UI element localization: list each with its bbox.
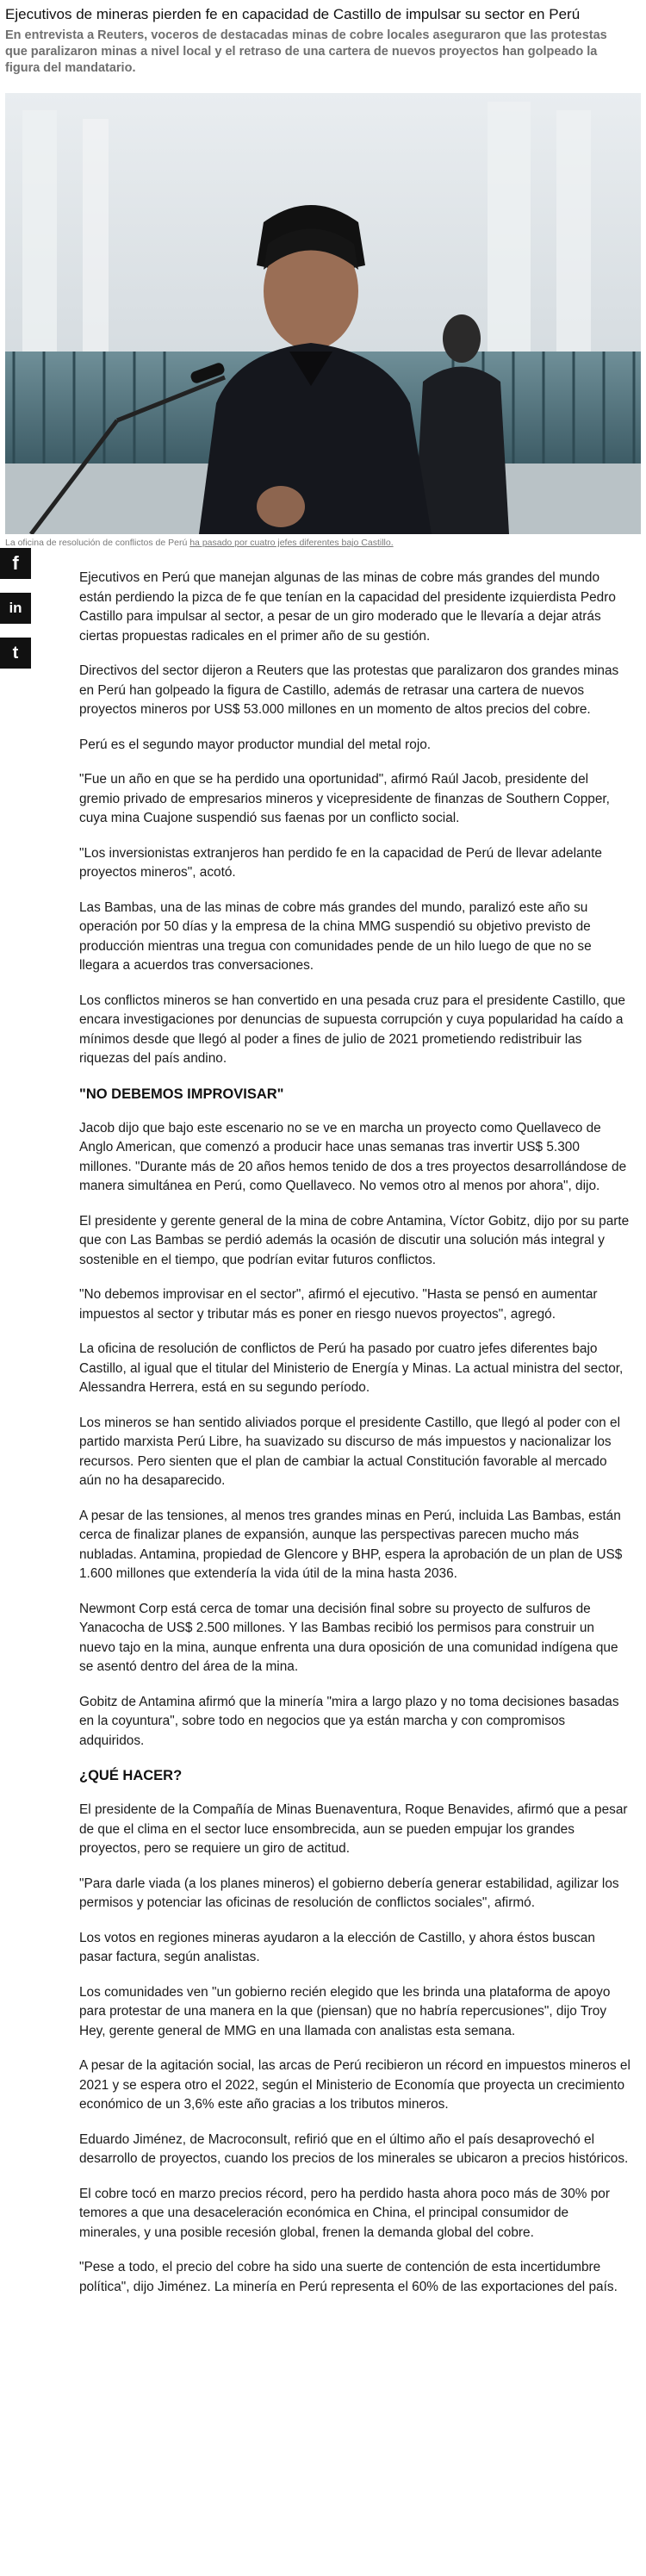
facebook-icon: f [12, 552, 19, 574]
paragraph: El presidente de la Compañía de Minas Buenaventura, Roque Benavides, afirmó que a pesar de que el clima en el sector luce ensombrecida, aun se pueden empujar los grandes proyectos, pero se requiere un giro de actitud. [79, 1802, 628, 1856]
caption-text: La oficina de resolución de conflictos de Perú [5, 538, 190, 548]
paragraph: "Fue un año en que se ha perdido una oportunidad", afirmó Raúl Jacob, presidente del gremio privado de empresarios mineros y vicepresidente de finanzas de Southern Copper, cuya mina Cuajone suspendió sus faenas por un conflicto social. [79, 772, 610, 825]
paragraph: Las Bambas, una de las minas de cobre más grandes del mundo, paralizó este año su operación por 50 días y la empresa de la china MMG suspendió su objetivo previsto de producción mientras una tregua con comunidades pende de un hilo luego de que no se llegara a acuerdos tras conversaciones. [79, 899, 592, 973]
section-heading: ¿QUÉ HACER? [79, 1768, 183, 1783]
paragraph: La oficina de resolución de conflictos de Perú ha pasado por cuatro jefes diferentes bajo Castillo, al igual que el titular del Ministerio de Energía y Minas. La actual ministra del sector, Alessandra Herrera, está en su segundo período. [79, 1341, 624, 1395]
paragraph: A pesar de las tensiones, al menos tres grandes minas en Perú, incluida Las Bambas, están cerca de finalizar planes de expansión, aunque las perspectivas parecen mucho más nubladas. Antamina, propiedad de Glencore y BHP, espera la aprobación de un plan de US$ 1.600 millones que extendería la vida útil de la mina hasta 2036. [79, 1508, 623, 1581]
section-heading: "NO DEBEMOS IMPROVISAR" [79, 1086, 284, 1102]
hero-image [5, 93, 641, 534]
twitter-share-button[interactable] [0, 638, 31, 669]
social-share-bar [0, 548, 33, 682]
paragraph: El cobre tocó en marzo precios récord, pero ha perdido hasta ahora poco más de 30% por temores a que una desaceleración económica en China, el principal consumidor de minerales, y una posible recesión global, frenen la demanda global del cobre. [79, 2186, 610, 2240]
paragraph: "Para darle viada (a los planes mineros) el gobierno debería generar estabilidad, agilizar los permisos y potenciar las oficinas de resolución de conflictos sociales", afirmó. [79, 1876, 619, 1910]
paragraph: "Pese a todo, el precio del cobre ha sido una suerte de contención de esta incertidumbre política", dijo Jiménez. La minería en Perú representa el 60% de las exportaciones del país. [79, 2260, 618, 2294]
article-body [79, 569, 630, 2312]
paragraph: Gobitz de Antamina afirmó que la minería "mira a largo plazo y no toma decisiones basadas en la coyuntura", sobre todo en negocios que ya están marcha y con compromisos adquiridos. [79, 1694, 619, 1748]
paragraph: El presidente y gerente general de la mina de cobre Antamina, Víctor Gobitz, dijo por su parte que con Las Bambas se perdió además la ocasión de discutir una solución más integral y sostenible en el tiempo, que podrían evitar futuros conflictos. [79, 1213, 630, 1267]
paragraph: Los mineros se han sentido aliviados porque el presidente Castillo, que llegó al poder con el partido marxista Perú Libre, ha suavizado su discurso de más impuestos y nacionalizar los recursos. Pero sienten que el plan de cambiar la actual Constitución favorable al mercado aún no ha desaparecido. [79, 1415, 620, 1488]
paragraph: Los comunidades ven "un gobierno recién elegido que les brinda una plataforma de apoyo para protestar de una manera en la que (piensan) que no habría repercusiones", dijo Troy Hey, gerente general de MMG en una llamada con analistas esta semana. [79, 1984, 611, 2038]
paragraph: Directivos del sector dijeron a Reuters que las protestas que paralizaron dos grandes minas en Perú han golpeado la figura de Castillo, además de retrasar una cartera de nuevos proyectos mineros por US$ 53.000 millones en un momento de altos precios del cobre. [79, 663, 619, 717]
paragraph: "Los inversionistas extranjeros han perdido fe en la capacidad de Perú de llevar adelante proyectos mineros", acotó. [79, 845, 602, 880]
linkedin-share-button[interactable] [0, 593, 31, 624]
paragraph: Ejecutivos en Perú que manejan algunas de las minas de cobre más grandes del mundo están perdiendo la pizca de fe que tenían en la capacidad del presidente izquierdista Pedro Castillo para impulsar al sector, a pesar de un giro moderado que le llevaría a dejar atrás ciertas propuestas radicales en el primer año de su gestión. [79, 570, 616, 644]
twitter-icon: t [12, 644, 19, 663]
article-dek: En entrevista a Reuters, voceros de destacadas minas de cobre locales aseguraron que las protestas que paralizaron minas a nivel local y el retraso de una cartera de nuevos proyectos han golpeado la figura del mandatario. [5, 28, 607, 75]
caption-link[interactable]: ha pasado por cuatro jefes diferentes bajo Castillo. [189, 538, 394, 548]
hero-photo [5, 93, 641, 534]
paragraph: Los conflictos mineros se han convertido en una pesada cruz para el presidente Castillo, que encara investigaciones por denuncias de supuesta corrupción y cuya popularidad ha caído a mínimos desde que llegó al poder a fines de julio de 2021 prometiendo redistribuir las riquezas del país andino. [79, 992, 625, 1066]
paragraph: Eduardo Jiménez, de Macroconsult, refirió que en el último año el país desaprovechó el desarrollo de proyectos, cuando los precios de los minerales se ubicaron a precios históricos. [79, 2131, 629, 2166]
image-caption [5, 536, 641, 550]
paragraph: Los votos en regiones mineras ayudaron a la elección de Castillo, y ahora éstos buscan pasar factura, según analistas. [79, 1930, 595, 1964]
article-headline: Ejecutivos de mineras pierden fe en capacidad de Castillo de impulsar su sector en Perú [5, 6, 581, 22]
paragraph: Jacob dijo que bajo este escenario no se ve en marcha un proyecto como Quellaveco de Anglo American, que comenzó a producir hace unas semanas tras invertir US$ 5.300 millones. "Durante más de 20 años hemos tenido de dos a tres proyectos desarrollándose de manera simultánea en Perú, como Quellaveco. No vemos otro al menos por ahora", dijo. [79, 1120, 627, 1193]
paragraph: "No debemos improvisar en el sector", afirmó el ejecutivo. "Hasta se pensó en aumentar impuestos al sector y tributar más es poner en riesgo nuevos proyectos", agregó. [79, 1287, 598, 1322]
facebook-share-button[interactable] [0, 548, 31, 579]
linkedin-icon: in [9, 600, 22, 616]
paragraph: Perú es el segundo mayor productor mundial del metal rojo. [79, 737, 432, 752]
paragraph: Newmont Corp está cerca de tomar una decisión final sobre su proyecto de sulfuros de Yanacocha de US$ 2.500 millones. Y las Bambas recibió los permisos para construir un nuevo tajo en la mina, aunque enfrenta una dura oposición de una comunidad indígena que se asentó dentro del área de la mina. [79, 1601, 618, 1674]
paragraph: A pesar de la agitación social, las arcas de Perú recibieron un récord en impuestos mineros el 2021 y se espera otro el 2022, según el Ministerio de Economía que proyecta un crecimiento económico de un 3,6% este año gracias a los tributos mineros. [79, 2058, 630, 2112]
